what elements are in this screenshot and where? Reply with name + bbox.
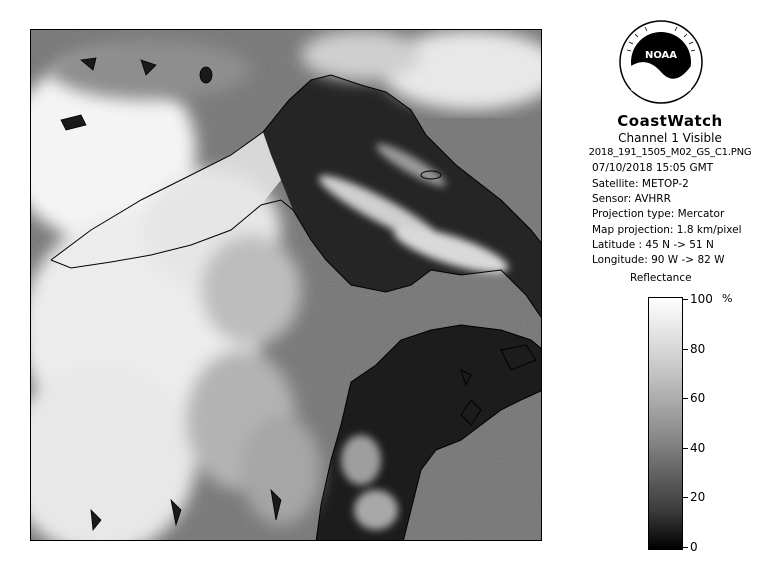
- colorbar-tick: [683, 398, 688, 399]
- satellite-text: Satellite: METOP-2: [592, 178, 689, 190]
- colorbar-tick: [683, 299, 688, 300]
- colorbar-tick-label: 100: [690, 292, 713, 306]
- satellite-map: [30, 29, 542, 541]
- map-image: [31, 30, 542, 541]
- colorbar-tick: [683, 497, 688, 498]
- reflectance-colorbar: [648, 297, 683, 550]
- noaa-logo: [619, 20, 703, 104]
- map-projection-text: Map projection: 1.8 km/pixel: [592, 223, 742, 236]
- colorbar-tick-label: 20: [690, 490, 706, 505]
- colorbar-unit: %: [722, 292, 733, 305]
- legend-title: Reflectance: [630, 272, 692, 284]
- colorbar-tick: [683, 547, 688, 548]
- noaa-logo-label: NOAA: [644, 50, 678, 61]
- colorbar-tick-label: 80: [690, 341, 706, 356]
- longitude-text: Longitude: 90 W -> 82 W: [592, 253, 725, 266]
- image-filename: 2018_191_1505_M02_GS_C1.PNG: [588, 147, 752, 158]
- colorbar-tick: [683, 349, 688, 350]
- product-title: CoastWatch: [617, 112, 723, 130]
- colorbar-tick: [683, 448, 688, 449]
- colorbar-tick-label: 60: [690, 391, 706, 406]
- channel-subtitle: Channel 1 Visible: [618, 131, 722, 145]
- sensor-text: Sensor: AVHRR: [592, 193, 671, 206]
- info-panel: [560, 112, 780, 158]
- colorbar-tick-label: 0: [690, 540, 698, 554]
- latitude-text: Latitude : 45 N -> 51 N: [592, 238, 714, 251]
- colorbar-tick-label: 40: [690, 440, 706, 455]
- image-datetime: 07/10/2018 15:05 GMT: [592, 162, 714, 174]
- projection-type-text: Projection type: Mercator: [592, 208, 725, 221]
- metadata-list: [592, 178, 742, 269]
